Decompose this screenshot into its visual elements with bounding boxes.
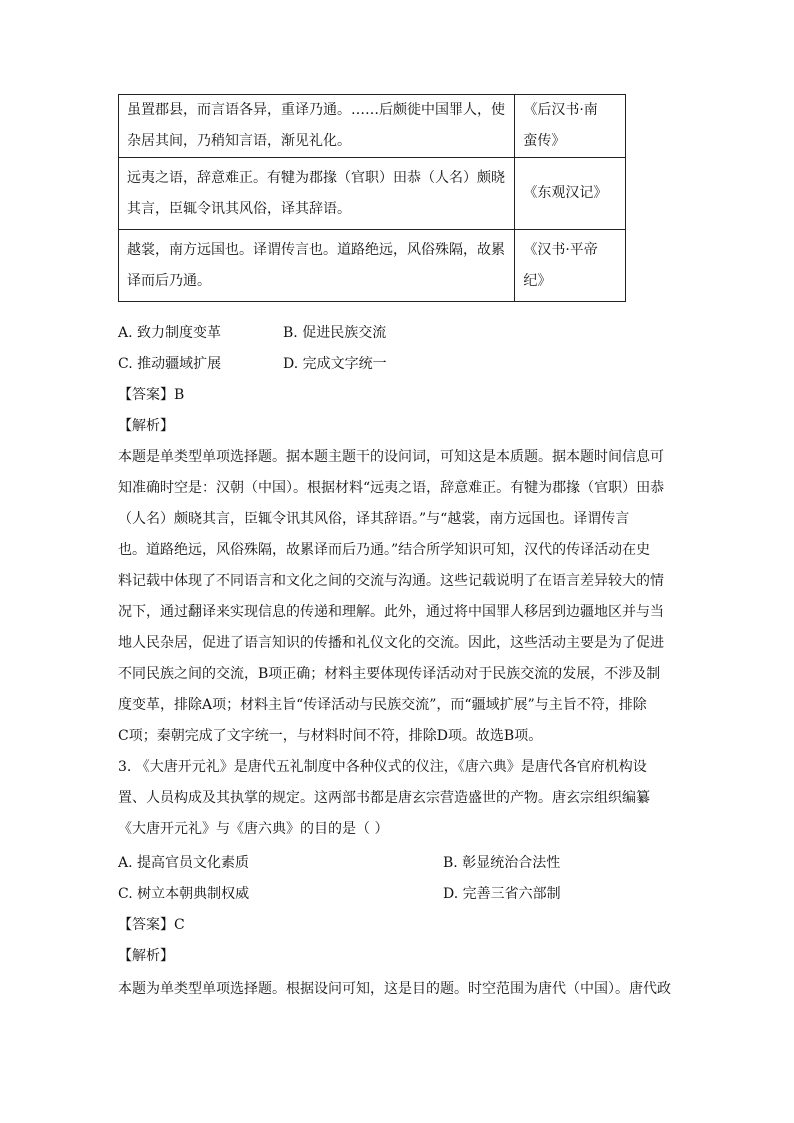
analysis-text (118, 442, 678, 752)
table-row (119, 158, 626, 230)
option-c: C. 树立本朝典制权威 (118, 886, 250, 902)
table-cell-citation (515, 230, 626, 302)
analysis-label: 【解析】 (118, 418, 174, 434)
text-line: 知准确时空是：汉朝（中国）。根据材料“远夷之语，辞意难正。有犍为郡掾（官职）田恭 (118, 480, 665, 496)
option-b: B. 促进民族交流 (283, 325, 387, 341)
table-cell-text (119, 95, 515, 158)
text-line: 本题是单类型单项选择题。据本题主题干的设问词，可知这是本质题。据本题时间信息可 (118, 449, 664, 465)
table-cell-citation (515, 95, 626, 158)
text-line: 料记载中体现了不同语言和文化之间的交流与沟通。这些记载说明了在语言差异较大的情 (118, 573, 664, 589)
cell-line: 其言，臣辄令讯其风俗，译其辞语。 (127, 200, 351, 217)
cell-line: 《汉书·平帝 (523, 241, 598, 258)
answer-label: 【答案】C (118, 917, 185, 933)
text-line: （人名）颇晓其言，臣辄令讯其风俗，译其辞语。”与“越裳，南方远国也。译谓传言 (118, 511, 630, 527)
text-line: 度变革，排除A项；材料主旨“传译活动与民族交流”，而“疆域扩展”与主旨不符，排除 (118, 697, 647, 713)
option-a: A. 提高官员文化素质 (118, 855, 250, 871)
cell-line: 纪》 (523, 272, 552, 289)
text-line: 地人民杂居，促进了语言知识的传播和礼仪文化的交流。因此，这些活动主要是为了促进 (118, 635, 664, 651)
answer-label: 【答案】B (118, 387, 185, 403)
option-d: D. 完善三省六部制 (443, 886, 561, 902)
cell-line: 蛮传》 (523, 133, 566, 149)
text-line: 也。道路绝远，风俗殊隔，故累译而后乃通。”结合所学知识可知，汉代的传译活动在史 (118, 542, 651, 558)
analysis-text: 本题为单类型单项选择题。根据设问可知，这是目的题。时空范围为唐代（中国）。唐代政 (118, 981, 671, 997)
analysis-label: 【解析】 (118, 948, 174, 964)
text-line: 《大唐开元礼》与《唐六典》的目的是（ ） (118, 821, 389, 837)
table-cell-text (119, 158, 515, 230)
option-b: B. 彰显统治合法性 (443, 855, 561, 871)
option-a: A. 致力制度变革 (118, 325, 222, 341)
source-table (118, 94, 626, 302)
table-row (119, 95, 626, 158)
table-cell-citation (515, 158, 626, 230)
table-row (119, 230, 626, 302)
text-line: 3. 《大唐开元礼》是唐代五礼制度中各种仪式的仪注，《唐六典》是唐代各官府机构设 (118, 759, 647, 775)
table-cell-text (119, 230, 515, 302)
cell-line: 虽置郡县，而言语各异，重译乃通。……后颇徙中国罪人，使 (127, 102, 505, 118)
cell-line: 《东观汉记》 (523, 185, 608, 201)
question-3-stem (118, 752, 678, 845)
option-c: C. 推动疆域扩展 (118, 356, 222, 372)
cell-line: 译而后乃通。 (127, 272, 211, 289)
cell-line: 杂居其间，乃稍知言语，渐见礼化。 (127, 133, 351, 149)
cell-line: 《后汉书·南 (523, 102, 598, 118)
text-line: 不同民族之间的交流，B项正确；材料主要体现传译活动对于民族交流的发展，不涉及制 (118, 666, 661, 682)
option-d: D. 完成文字统一 (283, 356, 387, 372)
text-line: 置、人员构成及其执掌的规定。这两部书都是唐玄宗营造盛世的产物。唐玄宗组织编纂 (118, 790, 650, 806)
cell-line: 越裳，南方远国也。译谓传言也。道路绝远，风俗殊隔，故累 (127, 241, 505, 258)
text-line: 况下，通过翻译来实现信息的传递和理解。此外，通过将中国罪人移居到边疆地区并与当 (118, 604, 664, 620)
text-line: C项；秦朝完成了文字统一，与材料时间不符，排除D项。故选B项。 (118, 728, 543, 744)
cell-line: 远夷之语，辞意难正。有犍为郡掾（官职）田恭（人名）颇晓 (127, 169, 505, 186)
